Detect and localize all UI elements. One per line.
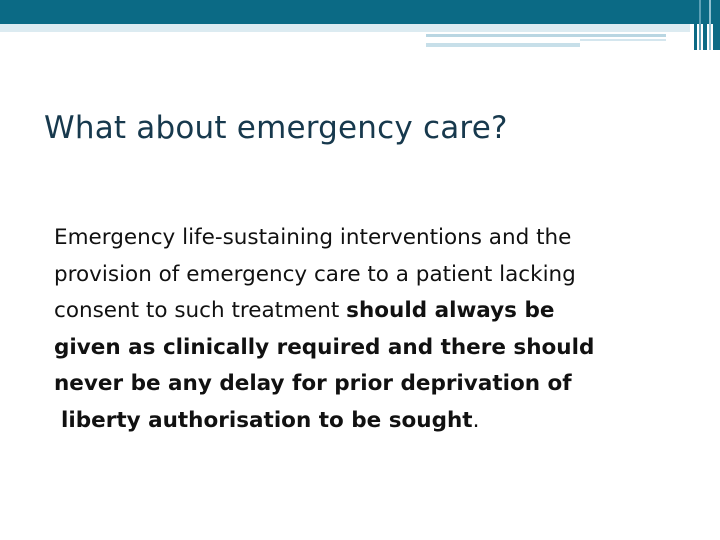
body-text-normal: consent to such treatment: [54, 298, 347, 323]
decor-vertical-stripe: [694, 0, 697, 50]
decor-stripe: [426, 34, 666, 37]
decor-stripe: [580, 39, 666, 41]
slide-title: What about emergency care?: [44, 110, 508, 146]
body-line: provision of emergency care to a patient lacking: [54, 261, 576, 287]
decor-vertical-stripe: [703, 0, 707, 50]
body-line: [54, 403, 694, 440]
body-text-period: .: [472, 407, 480, 433]
header-bar: [0, 0, 720, 24]
body-line: Emergency life-sustaining interventions and the: [54, 225, 572, 250]
slide-body: [54, 220, 694, 439]
body-line: [54, 293, 694, 330]
header-bar-shadow: [0, 24, 690, 32]
decor-vertical-stripe: [699, 0, 701, 50]
body-line: never be any delay for prior deprivation of: [54, 371, 572, 396]
decor-vertical-stripe: [709, 0, 711, 50]
body-text-bold: liberty authorisation to be sought: [61, 407, 473, 433]
body-line: given as clinically required and there should: [54, 334, 595, 360]
body-text-bold: should always be: [346, 298, 555, 323]
decor-vertical-stripe: [713, 0, 720, 50]
decor-stripe: [426, 43, 580, 47]
